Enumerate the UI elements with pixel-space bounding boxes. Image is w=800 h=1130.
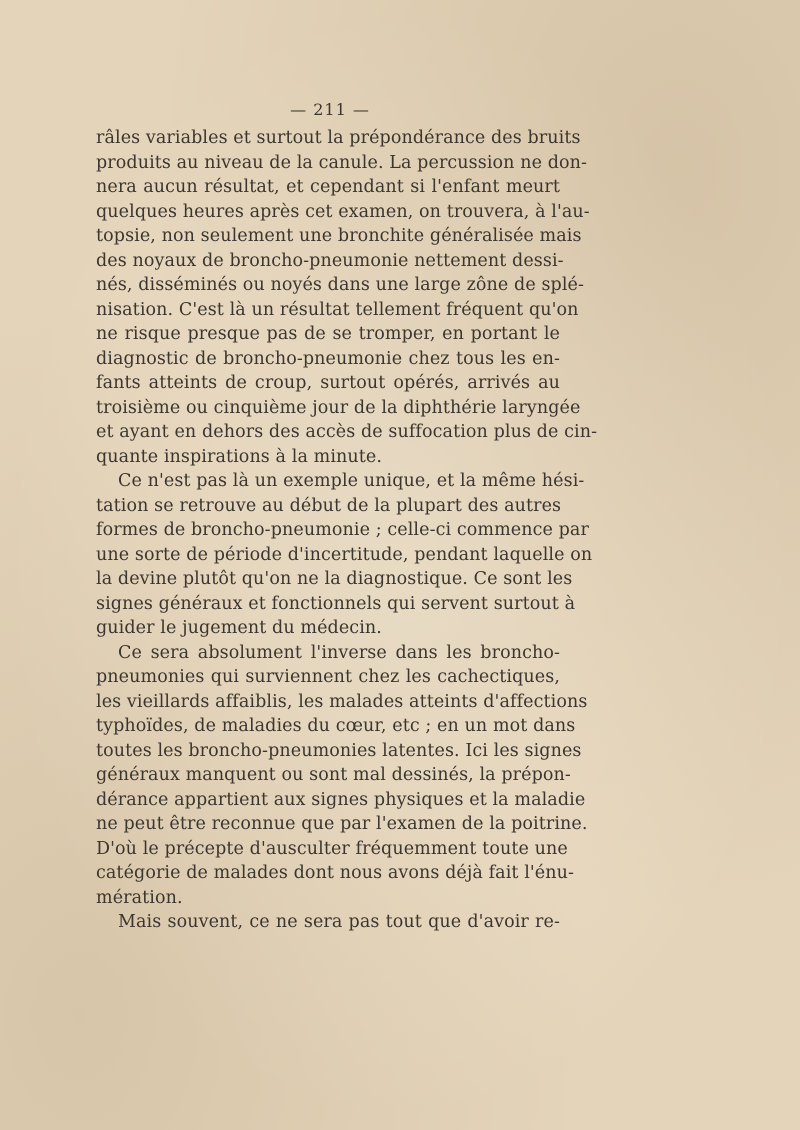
text-line: une sorte de période d'incertitude, pendant laquelle on — [96, 544, 593, 565]
text-line: ne risque presque pas de se tromper, en portant le — [96, 324, 560, 344]
text-line: produits au niveau de la canule. La percussion ne don- — [96, 152, 588, 173]
text-line: des noyaux de broncho-pneumonie nettement dessi- — [96, 250, 564, 271]
text-line: la devine plutôt qu'on ne la diagnostique. Ce sont les — [96, 569, 573, 589]
text-line: nisation. C'est là un résultat tellement fréquent qu'on — [96, 299, 579, 320]
text-line: D'où le précepte d'ausculter fréquemment toute une — [96, 838, 568, 859]
text-line: nés, disséminés ou noyés dans une large zône de splé- — [96, 275, 585, 295]
text-line: typhoïdes, de maladies du cœur, etc ; en un mot dans — [96, 716, 576, 736]
text-line: généraux manquent ou sont mal dessinés, la prépon- — [96, 765, 571, 785]
text-line: tation se retrouve au début de la plupart des autres — [96, 495, 562, 516]
text-line: catégorie de malades dont nous avons déjà fait l'énu- — [96, 863, 575, 883]
text-line: les vieillards affaiblis, les malades atteints d'affections — [96, 691, 588, 712]
text-line: quante inspirations à la minute. — [96, 446, 383, 467]
body-text — [96, 126, 598, 935]
text-line: dérance appartient aux signes physiques et la maladie — [96, 789, 586, 810]
text-line: mération. — [96, 887, 183, 908]
text-line: râles variables et surtout la prépondérance des bruits — [96, 128, 581, 148]
text-line: guider le jugement du médecin. — [96, 618, 382, 638]
text-line: pneumonies qui surviennent chez les cachectiques, — [96, 667, 560, 687]
text-line: toutes les broncho-pneumonies latentes. Ici les signes — [96, 740, 582, 761]
page-number: — 211 — — [290, 100, 370, 119]
text-line: ne peut être reconnue que par l'examen de la poitrine. — [96, 814, 588, 834]
text-line: nera aucun résultat, et cependant si l'enfant meurt — [96, 177, 560, 197]
text-line: formes de broncho-pneumonie ; celle-ci commence par — [96, 520, 589, 540]
text-line: topsie, non seulement une bronchite généralisée mais — [96, 226, 582, 246]
text-line: Ce n'est pas là un exemple unique, et la même hési- — [118, 471, 585, 491]
text-line: signes généraux et fonctionnels qui servent surtout à — [96, 593, 576, 614]
text-line: fants atteints de croup, surtout opérés, arrivés au — [96, 373, 560, 393]
text-line: et ayant en dehors des accès de suffocation plus de cin- — [96, 422, 598, 442]
text-line: quelques heures après cet examen, on trouvera, à l'au- — [96, 201, 590, 222]
text-line: Ce sera absolument l'inverse dans les broncho- — [118, 642, 560, 663]
text-line: Mais souvent, ce ne sera pas tout que d'avoir re- — [118, 912, 560, 932]
text-line: diagnostic de broncho-pneumonie chez tous les en- — [96, 348, 560, 369]
text-line: troisième ou cinquième jour de la diphthérie laryngée — [96, 397, 581, 418]
